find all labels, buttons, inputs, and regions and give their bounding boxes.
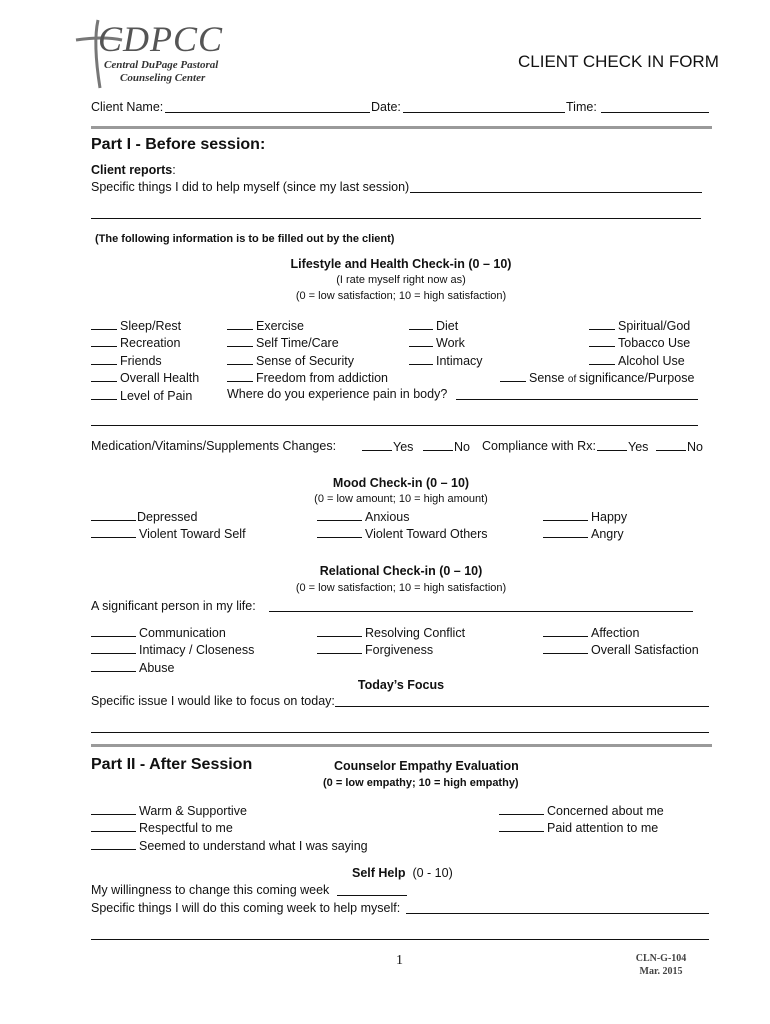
mood-subtitle: (0 = low amount; 10 = high amount) [314,493,488,505]
client-reports-label: Client reports: [91,163,176,177]
relational-item[interactable]: Forgiveness [317,642,465,659]
pain-location-field[interactable] [456,399,698,400]
mood-item[interactable]: Happy [543,509,627,526]
lifestyle-item[interactable]: Tobacco Use [589,335,690,352]
mood-item[interactable]: Angry [543,526,627,543]
empathy-subtitle: (0 = low empathy; 10 = high empathy) [323,777,519,789]
lifestyle-item[interactable]: Sense of Security [227,353,388,370]
divider [91,744,712,747]
pain-question: Where do you experience pain in body? [227,387,448,401]
lifestyle-item[interactable]: Sleep/Rest [91,318,199,335]
mood-col1 [91,509,246,544]
significant-person-label: A significant person in my life: [91,599,256,613]
relational-col1 [91,625,254,677]
self-help-things-field[interactable] [406,913,709,914]
lifestyle-item[interactable]: Overall Health [91,370,199,387]
empathy-item[interactable]: Seemed to understand what I was saying [91,838,368,855]
logo-line2: Counseling Center [120,72,206,84]
lifestyle-item[interactable]: Intimacy [409,353,483,370]
relational-item[interactable]: Affection [543,625,699,642]
client-name-field[interactable] [165,112,370,113]
lifestyle-subtitle1: (I rate myself right now as) [336,274,466,286]
self-help-title: Self Help (0 - 10) [352,866,453,880]
significant-person-field[interactable] [269,611,693,612]
medication-no[interactable]: No [423,439,470,454]
focus-field-2[interactable] [91,732,709,733]
lifestyle-item[interactable]: Diet [409,318,483,335]
specific-things-field[interactable] [410,192,702,193]
willingness-field[interactable] [337,895,407,896]
lifestyle-item[interactable]: Level of Pain [91,388,199,405]
mood-item[interactable]: Anxious [317,509,488,526]
willingness-label: My willingness to change this coming week [91,883,330,897]
empathy-item[interactable]: Respectful to me [91,820,368,837]
relational-item[interactable]: Overall Satisfaction [543,642,699,659]
part2-heading: Part II - After Session [91,756,253,773]
mood-item[interactable]: Depressed [91,509,246,526]
lifestyle-item[interactable]: Work [409,335,483,352]
lifestyle-subtitle2: (0 = low satisfaction; 10 = high satisfaction) [295,290,507,302]
self-help-things-field-2[interactable] [91,939,709,940]
compliance-yes[interactable]: Yes [597,439,648,454]
compliance-no[interactable]: No [656,439,703,454]
client-note: (The following information is to be filled out by the client) [95,233,395,245]
pain-location-field-2[interactable] [91,425,698,426]
focus-field[interactable] [335,706,709,707]
form-title: CLIENT CHECK IN FORM [518,52,719,71]
lifestyle-col2 [227,318,388,388]
part1-heading: Part I - Before session: [91,136,266,153]
lifestyle-item[interactable]: Alcohol Use [589,353,690,370]
lifestyle-item[interactable]: Friends [91,353,199,370]
date-label: Date: [371,100,401,114]
significance-item[interactable]: Sense of significance/Purpose [500,370,694,385]
mood-title: Mood Check-in (0 – 10) [332,476,470,490]
relational-item[interactable]: Abuse [91,660,254,677]
form-code: CLN-G-104 [635,953,687,964]
relational-subtitle: (0 = low satisfaction; 10 = high satisfaction) [295,582,507,594]
focus-label: Specific issue I would like to focus on today: [91,694,335,708]
medication-yes[interactable]: Yes [362,439,413,454]
relational-item[interactable]: Intimacy / Closeness [91,642,254,659]
specific-things-label: Specific things I did to help myself (since my last session) [91,180,410,194]
form-date: Mar. 2015 [639,966,683,977]
time-label: Time: [566,100,597,114]
self-help-things-label: Specific things I will do this coming week to help myself: [91,901,401,915]
relational-col2 [317,625,465,660]
mood-col2 [317,509,488,544]
logo-mark: CDPCC [98,19,224,59]
relational-item[interactable]: Resolving Conflict [317,625,465,642]
mood-col3 [543,509,627,544]
empathy-right [499,803,664,838]
lifestyle-item[interactable]: Recreation [91,335,199,352]
lifestyle-item[interactable]: Spiritual/God [589,318,690,335]
empathy-item[interactable]: Paid attention to me [499,820,664,837]
empathy-left [91,803,368,855]
empathy-title: Counselor Empathy Evaluation [334,759,519,773]
divider [91,126,712,129]
mood-item[interactable]: Violent Toward Self [91,526,246,543]
lifestyle-item[interactable]: Self Time/Care [227,335,388,352]
lifestyle-col4 [589,318,690,370]
compliance-label: Compliance with Rx: [482,439,596,453]
logo-line1: Central DuPage Pastoral [104,59,219,71]
relational-item[interactable]: Communication [91,625,254,642]
medication-label: Medication/Vitamins/Supplements Changes: [91,439,337,453]
specific-things-field-2[interactable] [91,218,701,219]
lifestyle-col1 [91,318,199,405]
client-name-label: Client Name: [91,100,164,114]
lifestyle-item[interactable]: Freedom from addiction [227,370,388,387]
lifestyle-item[interactable]: Exercise [227,318,388,335]
lifestyle-col3 [409,318,483,370]
relational-col3 [543,625,699,660]
empathy-item[interactable]: Warm & Supportive [91,803,368,820]
empathy-item[interactable]: Concerned about me [499,803,664,820]
mood-item[interactable]: Violent Toward Others [317,526,488,543]
relational-title: Relational Check-in (0 – 10) [319,564,483,578]
date-field[interactable] [403,112,565,113]
page-number: 1 [396,953,403,968]
focus-title: Today’s Focus [357,678,445,692]
time-field[interactable] [601,112,709,113]
lifestyle-title: Lifestyle and Health Check-in (0 – 10) [290,257,512,271]
